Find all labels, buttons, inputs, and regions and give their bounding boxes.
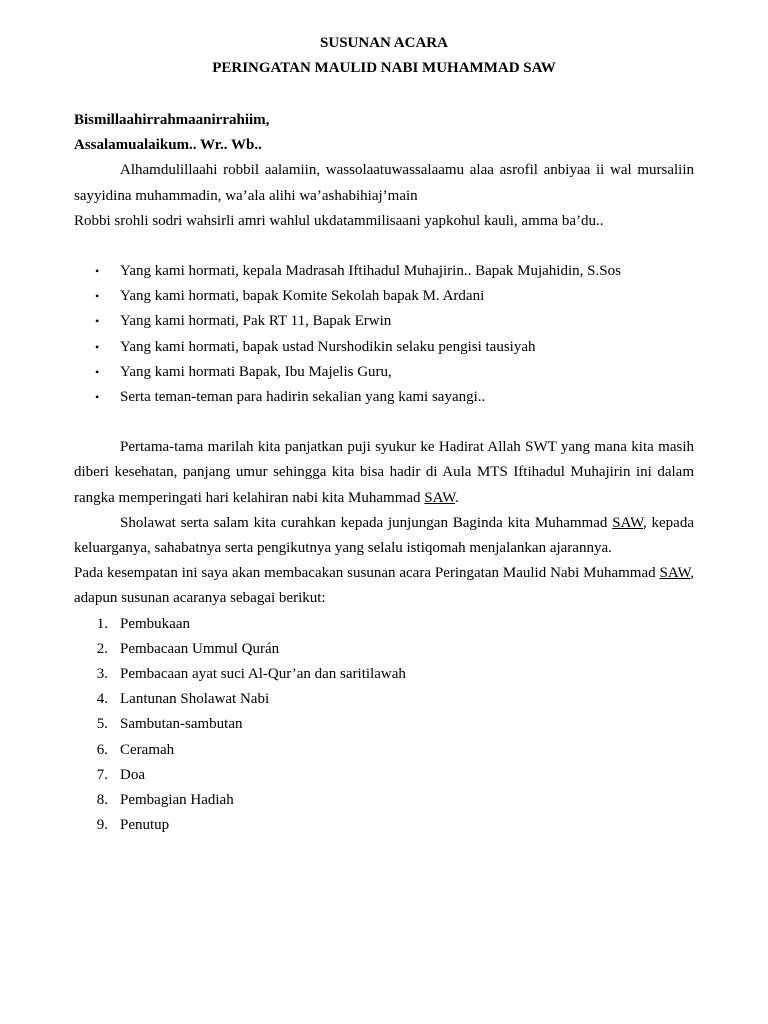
agenda-label: Ceramah — [120, 741, 175, 758]
bullet-icon: • — [95, 289, 100, 304]
greeting-item — [74, 385, 694, 410]
document-title: SUSUNAN ACARA — [320, 35, 448, 51]
saw-abbreviation: SAW — [659, 565, 691, 582]
agenda-item — [74, 662, 694, 687]
greeting-text: Yang kami hormati, kepala Madrasah Iftihadul Muhajirin.. Bapak Mujahidin, S.Sos — [120, 263, 621, 280]
document-subtitle: PERINGATAN MAULID NABI MUHAMMAD SAW — [212, 60, 556, 76]
agenda-number: 4. — [96, 691, 108, 708]
hamdalah-paragraph: Alhamdulillaahi robbil aalamiin, wassolaatuwassalaamu alaa asrofil anbiyaa ii wal mursaliin sayyidina muhammadin, wa’ala alihi wa’ashabihiaj’main — [74, 162, 694, 204]
agenda-number: 2. — [96, 640, 108, 657]
agenda-number: 1. — [96, 615, 108, 632]
bullet-icon: • — [95, 390, 100, 405]
agenda-number: 7. — [96, 766, 108, 783]
agenda-number: 6. — [96, 741, 108, 758]
agenda-number: 3. — [96, 666, 108, 683]
spacer — [74, 234, 694, 259]
paragraph-text: , adapun susunan acaranya sebagai berikut: — [74, 565, 694, 607]
agenda-label: Lantunan Sholawat Nabi — [120, 691, 270, 708]
greeting-item — [74, 309, 694, 334]
gratitude-paragraph — [74, 435, 694, 511]
greeting-item — [74, 360, 694, 385]
saw-abbreviation: SAW — [424, 489, 456, 506]
agenda-list — [74, 612, 694, 839]
agenda-number: 8. — [96, 792, 108, 809]
agenda-item — [74, 763, 694, 788]
paragraph-text: Pada kesempatan ini saya akan membacakan susunan acara Peringatan Maulid Nabi Muhammad — [74, 565, 660, 582]
agenda-number: 9. — [96, 817, 108, 834]
greeting-item — [74, 335, 694, 360]
agenda-item — [74, 637, 694, 662]
agenda-item — [74, 612, 694, 637]
doa-line: Robbi srohli sodri wahsirli amri wahlul ukdatammilisaani yapkohul kauli, amma ba’du.. — [74, 212, 604, 229]
agenda-intro-paragraph — [74, 561, 694, 611]
agenda-label: Penutup — [120, 817, 170, 834]
bullet-icon: • — [95, 314, 100, 329]
agenda-number: 5. — [96, 716, 108, 733]
agenda-label: Pembacaan Ummul Qurán — [120, 640, 280, 657]
agenda-item — [74, 813, 694, 838]
greeting-text: Serta teman-teman para hadirin sekalian yang kami sayangi.. — [120, 389, 486, 406]
paragraph-text: Sholawat serta salam kita curahkan kepada junjungan Baginda kita Muhammad — [120, 514, 613, 531]
paragraph-text: Pertama-tama marilah kita panjatkan puji syukur ke Hadirat Allah SWT yang mana kita masih diberi kesehatan, panjang umur sehingga kita bisa hadir di Aula MTS Iftihadul Muhajirin ini dalam rangka memperingati hari kelahiran nabi kita Muhammad — [74, 439, 694, 506]
saw-abbreviation: SAW — [612, 514, 643, 531]
agenda-item — [74, 687, 694, 712]
greeting-text: Yang kami hormati, bapak ustad Nurshodikin selaku pengisi tausiyah — [120, 338, 536, 355]
greeting-item — [74, 259, 694, 284]
agenda-item — [74, 712, 694, 737]
greeting-text: Yang kami hormati, bapak Komite Sekolah bapak M. Ardani — [120, 288, 485, 305]
document-body — [74, 108, 694, 838]
agenda-label: Sambutan-sambutan — [120, 716, 243, 733]
bullet-icon: • — [95, 364, 100, 379]
paragraph-text: , kepada keluarganya, sahabatnya serta pengikutnya yang selalu istiqomah menjalankan ajarannya. — [74, 514, 694, 557]
agenda-label: Doa — [120, 766, 145, 783]
agenda-label: Pembacaan ayat suci Al-Qur’an dan saritilawah — [120, 666, 406, 683]
greetings-list — [74, 259, 694, 410]
spacer — [74, 410, 694, 435]
bullet-icon: • — [95, 264, 100, 279]
agenda-item — [74, 788, 694, 813]
salam-line: Assalamualaikum.. Wr.. Wb.. — [74, 137, 262, 154]
greeting-text: Yang kami hormati, Pak RT 11, Bapak Erwin — [120, 313, 392, 330]
agenda-label: Pembagian Hadiah — [120, 792, 234, 809]
sholawat-paragraph — [74, 511, 694, 561]
agenda-item — [74, 738, 694, 763]
greeting-item — [74, 284, 694, 309]
bullet-icon: • — [95, 339, 100, 354]
greeting-text: Yang kami hormati Bapak, Ibu Majelis Guru, — [120, 363, 392, 380]
basmalah-line: Bismillaahirrahmaanirrahiim, — [74, 112, 270, 128]
agenda-label: Pembukaan — [120, 615, 190, 632]
paragraph-text: . — [455, 489, 459, 506]
